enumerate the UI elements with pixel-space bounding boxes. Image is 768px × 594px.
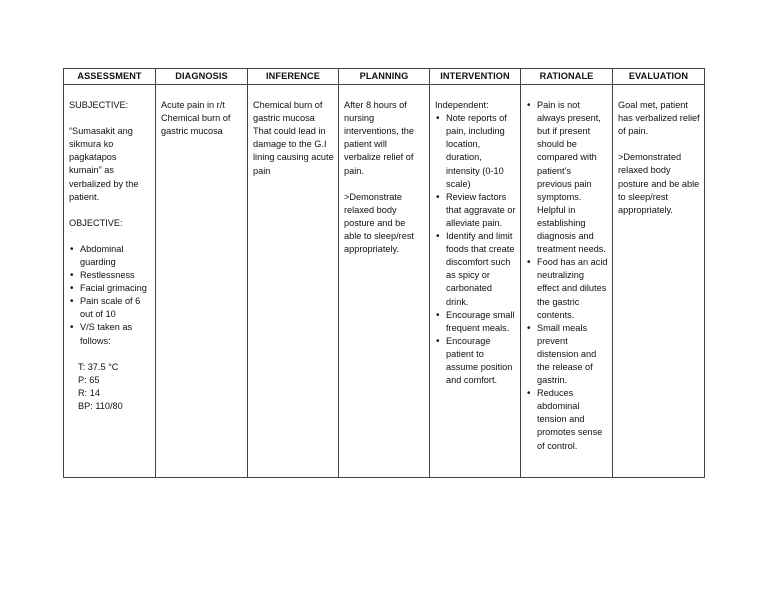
vital-respiration: R: 14 [78, 387, 100, 398]
header-intervention: INTERVENTION [430, 69, 521, 85]
header-planning: PLANNING [339, 69, 430, 85]
list-item: • V/S taken as follows: [80, 321, 151, 347]
diagnosis-cell [156, 85, 248, 478]
evaluation-goal: Goal met, patient has verbalized relief of pain. [618, 100, 700, 137]
planning-cell [339, 85, 430, 478]
intervention-cell [430, 85, 521, 478]
nursing-care-plan-table [63, 68, 705, 478]
rationale-cell [521, 85, 613, 478]
diagnosis-text: Acute pain in r/t Chemical burn of gastric mucosa [161, 100, 231, 137]
planning-outcome: >Demonstrate relaxed body posture and be able to sleep/rest appropriately. [344, 191, 414, 255]
list-item: • Abdominal guarding [80, 243, 151, 269]
list-item: • Facial grimacing [80, 282, 151, 295]
header-evaluation: EVALUATION [613, 69, 705, 85]
list-item: • Small meals prevent distension and the release of gastrin. [537, 322, 608, 387]
rationale-list [526, 99, 608, 453]
header-inference: INFERENCE [248, 69, 339, 85]
objective-label: OBJECTIVE: [69, 217, 123, 228]
intervention-label: Independent: [435, 100, 489, 111]
list-item: • Food has an acid neutralizing effect and dilutes the gastric contents. [537, 256, 608, 321]
vital-temperature: T: 37.5 °C [78, 361, 119, 372]
header-row [64, 69, 705, 85]
header-assessment: ASSESSMENT [64, 69, 156, 85]
list-item: • Pain scale of 6 out of 10 [80, 295, 151, 321]
header-diagnosis: DIAGNOSIS [156, 69, 248, 85]
header-rationale: RATIONALE [521, 69, 613, 85]
table-row [64, 85, 705, 478]
evaluation-cell [613, 85, 705, 478]
assessment-cell [64, 85, 156, 478]
list-item: • Review factors that aggravate or alleviate pain. [446, 191, 516, 230]
list-item: • Encourage small frequent meals. [446, 309, 516, 335]
subjective-quote: “Sumasakit ang sikmura ko pagkatapos kumain” as verbalized by the patient. [69, 126, 139, 202]
evaluation-outcome: >Demonstrated relaxed body posture and be able to sleep/rest appropriately. [618, 152, 700, 215]
list-item: • Encourage patient to assume position and comfort. [446, 335, 516, 387]
inference-text: Chemical burn of gastric mucosa That could lead in damage to the G.I lining causing acute pain [253, 100, 334, 176]
vital-signs [69, 361, 151, 413]
intervention-list [435, 112, 516, 387]
list-item: • Pain is not always present, but if present should be compared with patient’s previous pain symptoms. Helpful in establishing diagnosis and treatment needs. [537, 99, 608, 256]
objective-list [69, 243, 151, 348]
inference-cell [248, 85, 339, 478]
vital-pulse: P: 65 [78, 374, 100, 385]
list-item: • Restlessness [80, 269, 151, 282]
planning-goal: After 8 hours of nursing interventions, the patient will verbalize relief of pain. [344, 100, 414, 176]
list-item: • Note reports of pain, including location, duration, intensity (0-10 scale) [446, 112, 516, 191]
list-item: • Identify and limit foods that create discomfort such as spicy or carbonated drink. [446, 230, 516, 309]
subjective-label: SUBJECTIVE: [69, 100, 129, 111]
list-item: • Reduces abdominal tension and promotes sense of control. [537, 387, 608, 452]
vital-blood-pressure: BP: 110/80 [78, 400, 123, 411]
